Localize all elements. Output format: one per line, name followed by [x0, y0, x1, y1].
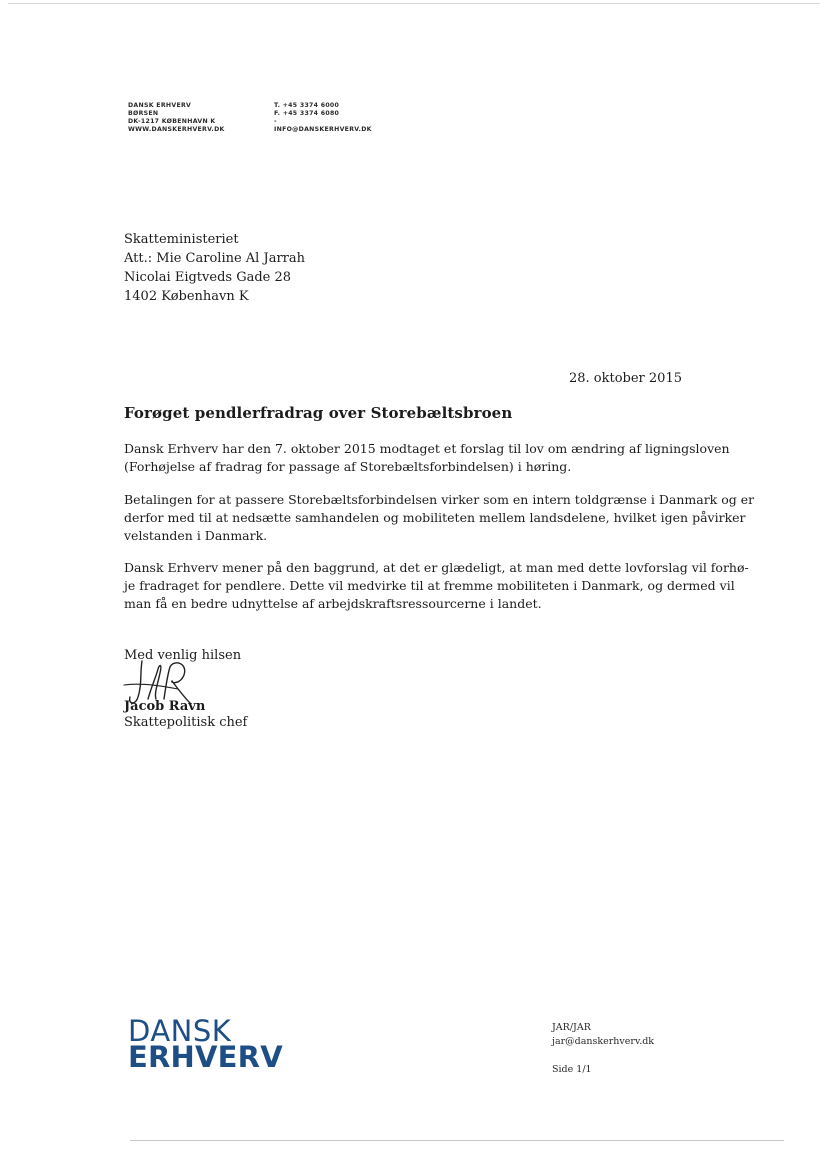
paragraph-line: Dansk Erhverv mener på den baggrund, at det er glædeligt, at man med dette lovforslag vil forhø-	[124, 560, 749, 575]
paragraph-line: derfor med til at nedsætte samhandelen og mobiliteten mellem landsdelene, hvilket igen påvirker	[124, 510, 746, 525]
sender-building: BØRSEN	[128, 110, 159, 117]
signer-title: Skattepolitisk chef	[124, 715, 248, 730]
dansk-erhverv-logo	[128, 1014, 283, 1074]
paragraph-line: Betalingen for at passere Storebæltsforbindelsen virker som en intern toldgrænse i Danmark og er	[124, 492, 755, 507]
sender-address-block	[128, 102, 225, 134]
paragraph-2	[124, 491, 755, 545]
sender-fax: F. +45 3374 6080	[274, 110, 340, 117]
paragraph-line: Dansk Erhverv har den 7. oktober 2015 modtaget et forslag til lov om ændring af ligningsloven	[124, 441, 730, 456]
signer-name: Jacob Ravn	[124, 699, 206, 714]
sender-email: INFO@DANSKERHVERV.DK	[274, 126, 372, 133]
recipient-att: Att.: Mie Caroline Al Jarrah	[124, 251, 305, 266]
sender-postal: DK-1217 KØBENHAVN K	[128, 118, 216, 125]
letter-title: Forøget pendlerfradrag over Storebæltsbroen	[124, 404, 513, 422]
paragraph-line: velstanden i Danmark.	[124, 528, 268, 543]
sender-contact-block	[274, 102, 372, 134]
recipient-address	[124, 230, 305, 306]
paragraph-line: je fradraget for pendlere. Dette vil medvirke til at fremme mobiliteten i Danmark, og dermed vil	[124, 578, 735, 593]
paragraph-1	[124, 440, 730, 476]
sender-web: WWW.DANSKERHVERV.DK	[128, 126, 225, 133]
sender-phone: T. +45 3374 6000	[274, 102, 340, 109]
bottom-scan-edge	[130, 1140, 784, 1141]
logo-line-2: ERHVERV	[128, 1040, 283, 1074]
closing-greeting: Med venlig hilsen	[124, 648, 242, 663]
recipient-street: Nicolai Eigtveds Gade 28	[124, 270, 292, 285]
paragraph-line: (Forhøjelse af fradrag for passage af Storebæltsforbindelsen) i høring.	[124, 459, 572, 474]
sender-dash: -	[274, 118, 277, 125]
footer-reference	[552, 1021, 654, 1077]
recipient-org: Skatteministeriet	[124, 232, 239, 247]
footer-email: jar@danskerhverv.dk	[552, 1036, 655, 1047]
letter-date: 28. oktober 2015	[568, 371, 682, 386]
logo-line-1: DANSK	[128, 1014, 232, 1048]
footer-initials: JAR/JAR	[552, 1022, 591, 1033]
paragraph-3	[124, 559, 749, 613]
sender-name: DANSK ERHVERV	[128, 102, 192, 109]
top-scan-edge	[8, 3, 820, 4]
recipient-city: 1402 København K	[124, 289, 249, 304]
paragraph-line: man få en bedre udnyttelse af arbejdskraftsressourcerne i landet.	[124, 596, 542, 611]
footer-page-number: Side 1/1	[552, 1064, 592, 1075]
